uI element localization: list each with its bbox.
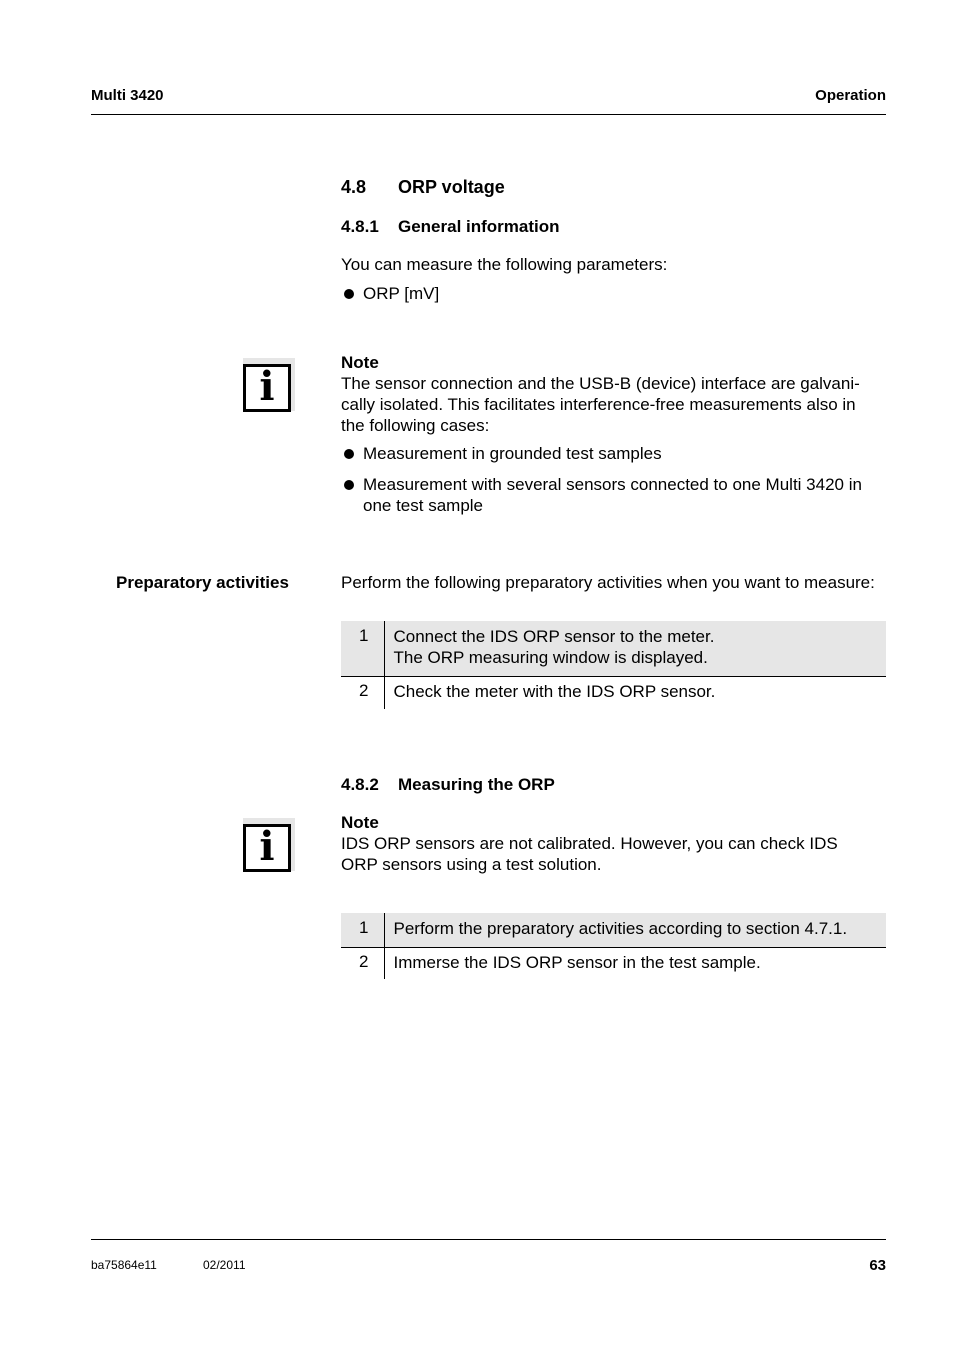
subsection-title: Measuring the ORP [398,775,555,794]
section-number: 4.8 [341,177,367,197]
footer-date: 02/2011 [203,1258,246,1272]
parameter-orp: ORP [mV] [363,284,440,303]
list-item [341,443,886,464]
table-row [341,621,886,677]
page-number: 63 [869,1257,886,1274]
bullet-icon [344,449,354,459]
note-line: cally isolated. This facilitates interference-free measurements also in [341,395,856,414]
prep-intro: Perform the following preparatory activities when you want to measure: [341,573,875,592]
footer-rule [91,1239,886,1240]
step-text [384,947,886,979]
note-text [341,373,886,436]
bullet-icon [344,289,354,299]
note-title: Note [341,353,379,372]
subsection-title: General information [398,217,560,236]
note-line: ORP sensors using a test solution. [341,855,602,874]
section-heading [341,177,505,198]
parameters-intro: You can measure the following parameters: [341,255,668,274]
step-line: The ORP measuring window is displayed. [393,648,708,667]
note-line: The sensor connection and the USB-B (device) interface are galvani- [341,374,860,393]
subsection-heading-general [341,217,560,237]
header-chapter: Operation [815,87,886,104]
note-title: Note [341,813,379,832]
note-bullet-line: Measurement with several sensors connected to one Multi 3420 in [363,475,862,494]
step-number: 2 [341,947,384,979]
info-icon: i [243,818,295,871]
list-item [341,283,881,304]
subsection-number: 4.8.2 [341,775,379,794]
footer-doc-id: ba75864e11 [91,1258,157,1272]
step-line: Immerse the IDS ORP sensor in the test sample. [393,952,761,972]
step-text [384,621,886,677]
step-number: 2 [341,677,384,709]
bullet-icon [344,480,354,490]
table-row [341,677,886,709]
table-row [341,947,886,979]
subsection-heading-measuring [341,775,555,795]
step-text [384,677,886,709]
measuring-steps-table [341,913,886,979]
list-item [341,474,886,516]
note-bullet-text: Measurement in grounded test samples [363,444,662,463]
note-text [341,833,886,875]
note-bullet-line: one test sample [363,496,484,515]
header-rule [91,114,886,115]
step-number: 1 [341,621,384,677]
table-row [341,913,886,947]
note-line: the following cases: [341,416,490,435]
subsection-number: 4.8.1 [341,217,379,236]
note-line: IDS ORP sensors are not calibrated. However, you can check IDS [341,834,838,853]
step-text [384,913,886,947]
side-label-preparatory: Preparatory activities [116,573,289,592]
step-line: Connect the IDS ORP sensor to the meter. [393,627,715,646]
prep-steps-table [341,621,886,709]
section-title: ORP voltage [398,177,505,197]
step-number: 1 [341,913,384,947]
note-bullet-text [363,474,862,516]
step-line: Perform the preparatory activities according to section 4.7.1. [393,919,848,938]
step-line: Check the meter with the IDS ORP sensor. [393,682,716,701]
header-doc-title: Multi 3420 [91,87,164,104]
info-icon: i [243,358,295,411]
